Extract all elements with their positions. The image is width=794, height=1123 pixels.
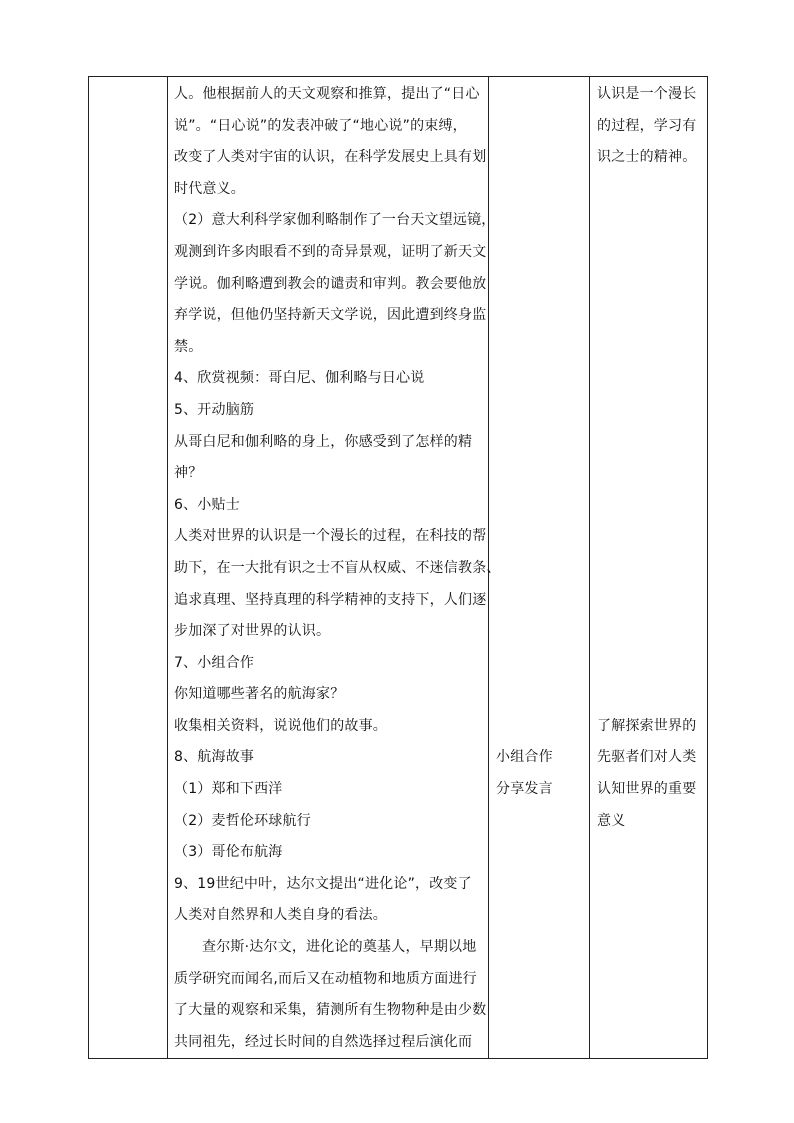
content-line: 5、开动脑筋 [174,401,255,418]
content-line: 查尔斯·达尔文，进化论的奠基人，早期以地 [202,939,477,956]
content-line: 6、小贴士 [174,496,240,513]
content-line: 学说。伽利略遭到教会的谴责和审判。教会要他放 [174,275,487,292]
lesson-plan-table [88,76,708,1059]
content-line: 追求真理、坚持真理的科学精神的支持下，人们逐 [174,591,487,608]
student-activity-text [489,77,589,806]
content-line: （2）麦哲伦环球航行 [174,812,311,829]
content-line: 人类对自然界和人类自身的看法。 [174,907,387,924]
content-line: 了大量的观察和采集，猜测所有生物物种是由少数 [174,1002,487,1019]
teaching-content-cell [168,77,501,1059]
content-line: 质学研究而闻名,而后又在动植物和地质方面进行 [174,970,477,987]
content-line: （1）郑和下西洋 [174,781,283,798]
content-line: 9、19世纪中叶，达尔文提出“进化论”，改变了 [174,875,472,892]
student-activity-cell [489,77,590,1059]
design-intent-text [590,77,707,837]
content-line: 步加深了对世界的认识。 [174,623,331,640]
content-line: （3）哥伦布航海 [174,844,283,861]
design-intent-cell [590,77,708,1059]
content-line: 从哥白尼和伽利略的身上，你感受到了怎样的精 [174,433,473,450]
content-line: 改变了人类对宇宙的认识，在科学发展史上具有划 [174,149,487,166]
goal-line: 认知世界的重要 [597,781,697,798]
goal-line: 认识是一个漫长 [597,86,697,102]
content-line: 观测到许多肉眼看不到的奇异景观，证明了新天文 [174,243,487,260]
teaching-content-text [168,77,501,1058]
content-line: 你知道哪些著名的航海家？ [174,686,345,703]
table-row [89,77,708,1059]
content-line: 人。他根据前人的天文观察和推算，提出了“日心 [174,86,480,102]
activity-line: 小组合作 [496,749,553,766]
content-line: 时代意义。 [174,180,245,197]
content-line: 神？ [174,465,203,482]
content-line: 说”。“日心说”的发表冲破了“地心说”的束缚， [174,117,467,134]
content-line: 收集相关资料，说说他们的故事。 [174,717,387,734]
goal-line: 识之士的精神。 [597,149,697,166]
content-line: 人类对世界的认识是一个漫长的过程，在科技的帮 [174,528,487,545]
goal-line: 意义 [597,812,626,829]
activity-line: 分享发言 [496,781,553,798]
content-line: 4、欣赏视频：哥白尼、伽利略与日心说 [174,370,425,387]
goal-line: 的过程，学习有 [597,117,697,134]
empty-column-cell [89,77,168,1059]
goal-line: 了解探索世界的 [597,717,697,734]
content-line: 8、航海故事 [174,749,255,766]
content-line: 弃学说，但他仍坚持新天文学说，因此遭到终身监 [174,307,487,324]
content-line: 禁。 [174,338,203,355]
content-line: 助下，在一大批有识之士不盲从权威、不迷信教条、 [174,559,501,576]
content-line: 7、小组合作 [174,654,255,671]
content-line: （2）意大利科学家伽利略制作了一台天文望远镜， [174,212,496,229]
content-line: 共同祖先，经过长时间的自然选择过程后演化而 [174,1033,473,1050]
goal-line: 先驱者们对人类 [597,749,697,766]
